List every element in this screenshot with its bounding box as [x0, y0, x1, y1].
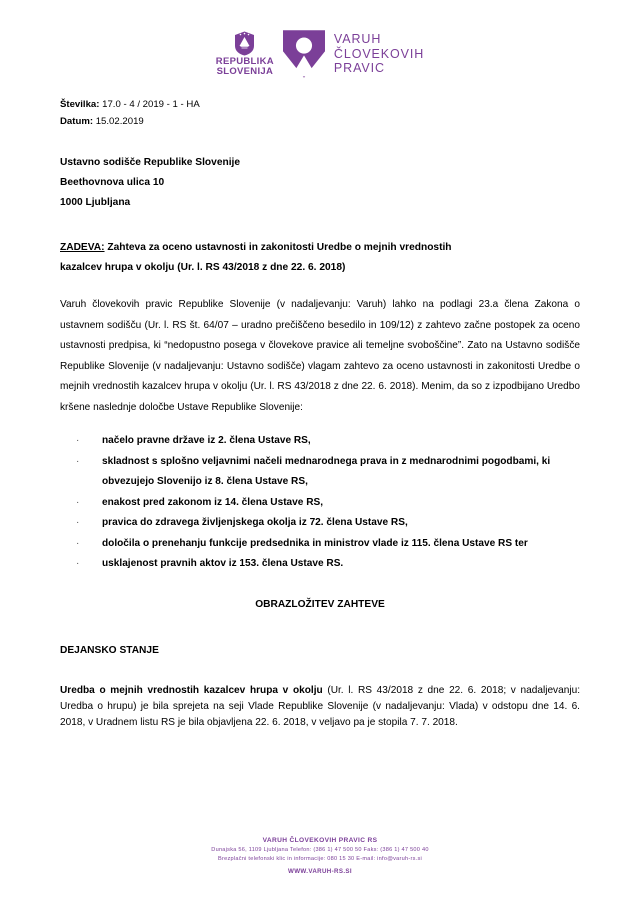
subject-text-line-2: kazalcev hrupa v okolju (Ur. l. RS 43/2018 z dne 22. 6. 2018): [60, 262, 346, 273]
list-item: [60, 554, 580, 575]
facts-bold-lead: Uredba o mejnih vrednostih kazalcev hrupa v okolju: [60, 684, 323, 696]
footer-organization: VARUH ČLOVEKOVIH PRAVIC RS: [262, 836, 378, 844]
recipient-line-3: 1000 Ljubljana: [60, 197, 131, 208]
document-number-value: 17.0 - 4 / 2019 - 1 - HA: [102, 99, 200, 110]
page-footer: [0, 836, 640, 877]
subject-first-line: [60, 238, 580, 258]
recipient-address: [60, 153, 580, 213]
document-date: [60, 113, 580, 130]
footer-contact-line-2: Brezplačni telefonski klic in informacije: 080 15 30 E-mail: info@varuh-rs.si: [217, 856, 422, 863]
republika-slovenija-logo: [216, 31, 274, 78]
facts-heading: DEJANSKO STANJE: [60, 644, 159, 656]
claim-text: usklajenost pravnih aktov iz 153. člena Ustave RS.: [102, 558, 344, 569]
varuh-brand-text: [334, 32, 424, 76]
claim-text: načelo pravne države iz 2. člena Ustave RS,: [102, 435, 311, 446]
list-item: [60, 452, 580, 493]
bullet-icon: ·: [76, 455, 80, 467]
claim-text: enakost pred zakonom iz 14. člena Ustave RS,: [102, 496, 324, 508]
republika-line: REPUBLIKA: [215, 55, 274, 67]
subject-block: [60, 238, 580, 278]
document-number: [60, 96, 580, 113]
claim-text: pravica do zdravega življenjskega okolja iz 72. člena Ustave RS,: [102, 517, 408, 528]
slovenia-coat-of-arms-icon: [234, 31, 255, 56]
brand-line-varuh: VARUH: [333, 32, 382, 47]
slovenija-line: SLOVENIJA: [216, 66, 274, 77]
document-body: [0, 96, 640, 731]
subject-text-line-1: Zahteva za oceno ustavnosti in zakonitosti Uredbe o mejnih vrednostih: [104, 242, 452, 253]
bullet-icon: ·: [76, 517, 80, 528]
footer-website-url: WWW.VARUH-RS.SI: [288, 868, 352, 875]
footer-contact-line-1: Dunajska 56, 1109 Ljubljana Telefon: (386 1) 47 500 50 Faks: (386 1) 47 500 40: [211, 846, 429, 853]
subject-label: ZADEVA:: [60, 242, 105, 253]
list-item: [60, 513, 580, 534]
letterhead: [0, 0, 640, 84]
logo-lockup: [216, 30, 424, 78]
claims-list: [60, 431, 580, 575]
list-item: [60, 493, 580, 514]
document-date-label: Datum:: [60, 116, 94, 127]
recipient-line-1: Ustavno sodišče Republike Slovenije: [60, 157, 241, 168]
facts-rest-text: (Ur. l. RS 43/2018 z dne 22. 6. 2018; v nadaljevanju: Uredba o hrupu) je bila sprejeta na seji Vlade Republike Slovenije (v nadaljevanju: Vlada) v odstopu dne 14. 6. 2018, v Uradnem listu RS je bila objavljena 22. 6. 2018, v veljavo pa je stopila 7. 7. 2018.: [60, 684, 580, 728]
explanation-heading: OBRAZLOŽITEV ZAHTEVE: [255, 598, 385, 610]
document-number-label: Številka:: [60, 99, 100, 110]
facts-paragraph: [60, 683, 580, 732]
recipient-line-2: Beethovnova ulica 10: [60, 177, 165, 188]
brand-line-clovekovih: ČLOVEKOVIH: [333, 46, 425, 61]
bullet-icon: ·: [76, 558, 80, 569]
bullet-icon: ·: [76, 496, 80, 508]
republika-slovenija-text: [216, 57, 274, 78]
list-item: [60, 431, 580, 452]
document-date-value: 15.02.2019: [95, 116, 144, 127]
intro-paragraph: Varuh človekovih pravic Republike Slovenije (v nadaljevanju: Varuh) lahko na podlagi 23.a člena Zakona o ustavnem sodišču (Ur. l. RS št. 64/07 – uradno prečiščeno besedilo in 109/12) z zahtevo začne postopek za oceno ustavnosti predpisa, ki “nedopustno posega v človekove pravice ali temeljne svoboščine”. Zato na Ustavno sodišče Republike Slovenije (v nadaljevanju: Ustavno sodišče) vlagam zahtevo za oceno ustavnosti in zakonitosti Uredbe o mejnih vrednostih kazalcev hrupa v okolju (Ur. l. RS 43/2018 z dne 22. 6. 2018). Menim, da so z izpodbijano Uredbo kršene naslednje določbe Ustave Republike Slovenije:: [60, 299, 580, 413]
varuh-v-mark-icon: [283, 30, 325, 78]
list-item: [60, 534, 580, 555]
claim-text: določila o prenehanju funkcije predsednika in ministrov vlade iz 115. člena Ustave RS ter: [102, 537, 528, 549]
bullet-icon: ·: [76, 537, 80, 549]
claim-text: skladnost s splošno veljavnimi načeli mednarodnega prava in z mednarodnimi pogodbami, ki obvezujejo Slovenijo iz 8. člena Ustave RS,: [102, 455, 551, 487]
bullet-icon: ·: [76, 435, 80, 446]
brand-line-pravic: PRAVIC: [333, 61, 385, 76]
